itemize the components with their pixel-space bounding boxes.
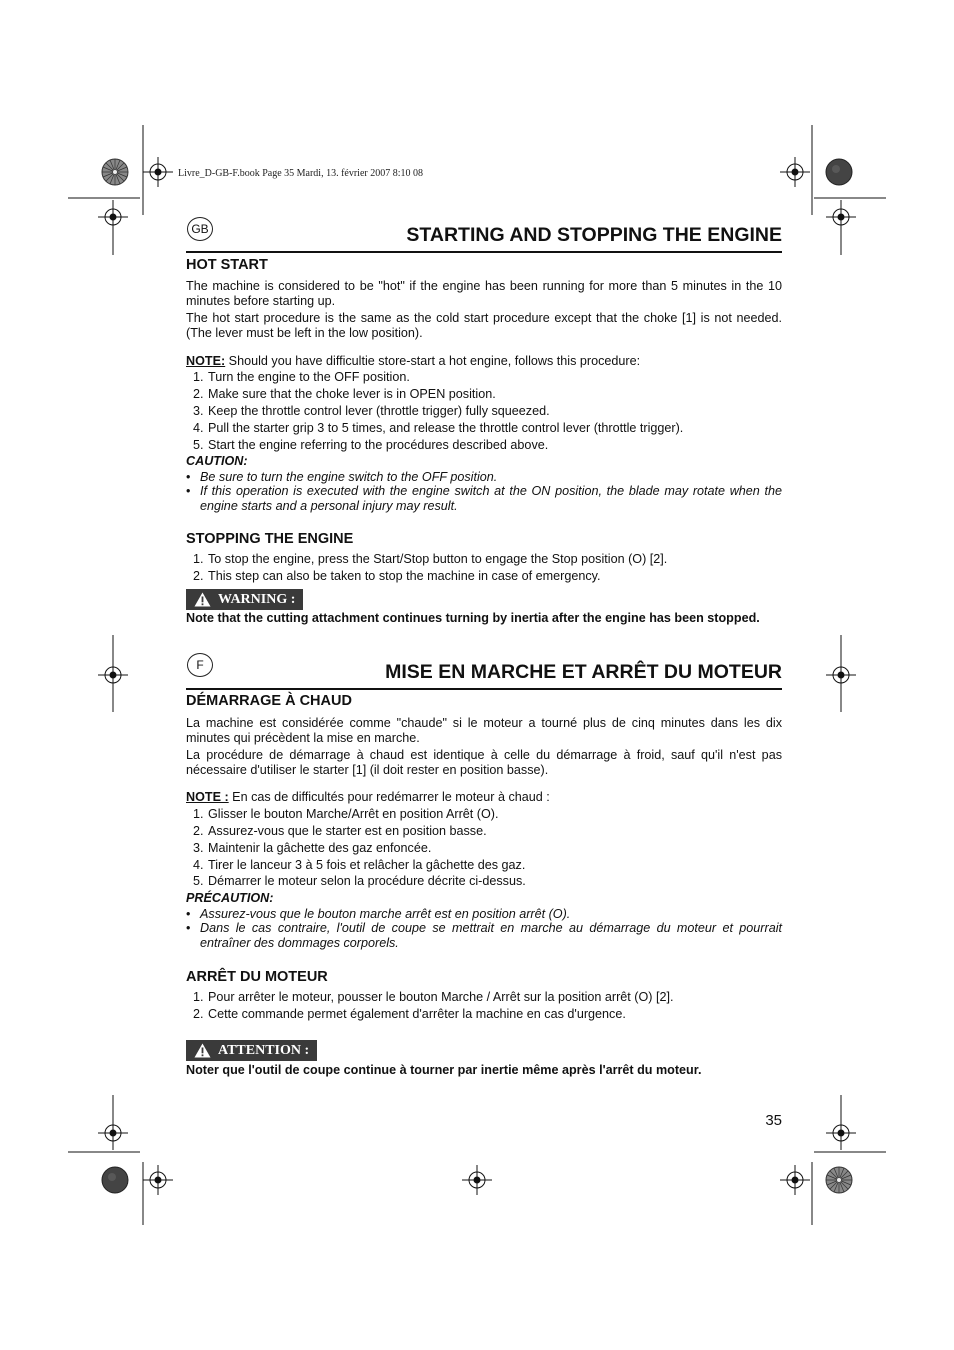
note-fr	[186, 790, 782, 805]
paragraph-hot-procedure: The hot start procedure is the same as the cold start procedure except that the choke [1] is not needed. (The lever must be left in the low position).	[186, 311, 782, 340]
list-item: 2. Cette commande permet également d'arrêter la machine en cas d'urgence.	[193, 1007, 626, 1021]
list-item: 4. Tirer le lanceur 3 à 5 fois et relâcher la gâchette des gaz.	[193, 858, 526, 872]
list-item: 1. To stop the engine, press the Start/Stop button to engage the Stop position (O) [2].	[193, 552, 668, 566]
list-item: 4. Pull the starter grip 3 to 5 times, and release the throttle control lever (throttle trigger).	[193, 421, 684, 435]
section-rule-fr	[186, 688, 782, 690]
caution-item: • Assurez-vous que le bouton marche arrêt est en position arrêt (O).	[186, 907, 571, 921]
caution-heading-fr: PRÉCAUTION:	[186, 891, 274, 905]
warning-text-fr: Noter que l'outil de coupe continue à tourner par inertie même après l'arrêt du moteur.	[186, 1063, 702, 1077]
note-text: En cas de difficultés pour redémarrer le moteur à chaud :	[228, 790, 550, 804]
list-item: 5. Start the engine referring to the procédures described above.	[193, 438, 549, 452]
list-item: 2. Make sure that the choke lever is in OPEN position.	[193, 387, 496, 401]
paragraph-chaud-procedure: La procédure de démarrage à chaud est identique à celle du démarrage à froid, sauf qu'il n'est pas nécessaire d'utiliser le starter [1] (il doit rester en position basse).	[186, 748, 782, 777]
paragraph-hot-definition: The machine is considered to be "hot" if the engine has been running for more than 5 minutes in the 10 minutes before starting up.	[186, 279, 782, 308]
section-rule-gb	[186, 251, 782, 253]
heading-demarrage-chaud: DÉMARRAGE À CHAUD	[186, 693, 352, 709]
bullet-icon: •	[186, 470, 191, 484]
list-item: 1. Pour arrêter le moteur, pousser le bouton Marche / Arrêt sur la position arrêt (O) [2].	[193, 990, 674, 1004]
warning-label: ATTENTION :	[218, 1043, 310, 1058]
list-item: 5. Démarrer le moteur selon la procédure décrite ci-dessus.	[193, 874, 526, 888]
heading-stopping-engine: STOPPING THE ENGINE	[186, 531, 354, 547]
warning-text-gb: Note that the cutting attachment continues turning by inertia after the engine has been stopped.	[186, 611, 760, 625]
list-item: 3. Maintenir la gâchette des gaz enfoncée.	[193, 841, 432, 855]
note-label: NOTE:	[186, 354, 226, 368]
warning-badge-gb	[186, 589, 303, 610]
printer-slug-line: Livre_D-GB-F.book Page 35 Mardi, 13. février 2007 8:10 08	[178, 168, 423, 179]
warning-badge-fr	[186, 1040, 317, 1061]
list-item: 1. Turn the engine to the OFF position.	[193, 370, 410, 384]
page-number: 35	[765, 1112, 782, 1129]
heading-hot-start: HOT START	[186, 257, 268, 273]
caution-heading-gb: CAUTION:	[186, 454, 248, 468]
list-item: 2. Assurez-vous que le starter est en position basse.	[193, 824, 487, 838]
list-item: 3. Keep the throttle control lever (throttle trigger) fully squeezed.	[193, 404, 550, 418]
bullet-icon: •	[186, 907, 191, 921]
note-gb	[186, 354, 782, 369]
language-badge-f: F	[187, 653, 213, 677]
heading-arret-moteur: ARRÊT DU MOTEUR	[186, 969, 328, 985]
caution-item: • Be sure to turn the engine switch to the OFF position.	[186, 470, 498, 484]
list-item: 1. Glisser le bouton Marche/Arrêt en position Arrêt (O).	[193, 807, 499, 821]
caution-item: • Dans le cas contraire, l'outil de coupe se mettrait en marche au démarrage du moteur et pourrait entraîner des dommages corporels.	[186, 921, 782, 950]
caution-item: • If this operation is executed with the engine switch at the ON position, the blade may rotate when the engine starts and a personal injury may result.	[186, 484, 782, 513]
note-label: NOTE :	[186, 790, 229, 804]
paragraph-chaud-definition: La machine est considérée comme "chaude" si le moteur a tourné plus de cinq minutes dans les dix minutes qui précèdent la mise en marche.	[186, 716, 782, 745]
list-item: 2. This step can also be taken to stop the machine in case of emergency.	[193, 569, 601, 583]
warning-triangle-icon	[194, 592, 211, 607]
section-title-fr: MISE EN MARCHE ET ARRÊT DU MOTEUR	[385, 661, 782, 683]
bullet-icon: •	[186, 484, 191, 498]
note-text: Should you have difficultie store-start a hot engine, follows this procedure:	[225, 354, 641, 368]
warning-label: WARNING :	[218, 592, 296, 607]
bullet-icon: •	[186, 921, 191, 935]
section-title-gb: STARTING AND STOPPING THE ENGINE	[406, 224, 782, 246]
language-badge-gb: GB	[187, 217, 213, 241]
warning-triangle-icon	[194, 1043, 211, 1058]
